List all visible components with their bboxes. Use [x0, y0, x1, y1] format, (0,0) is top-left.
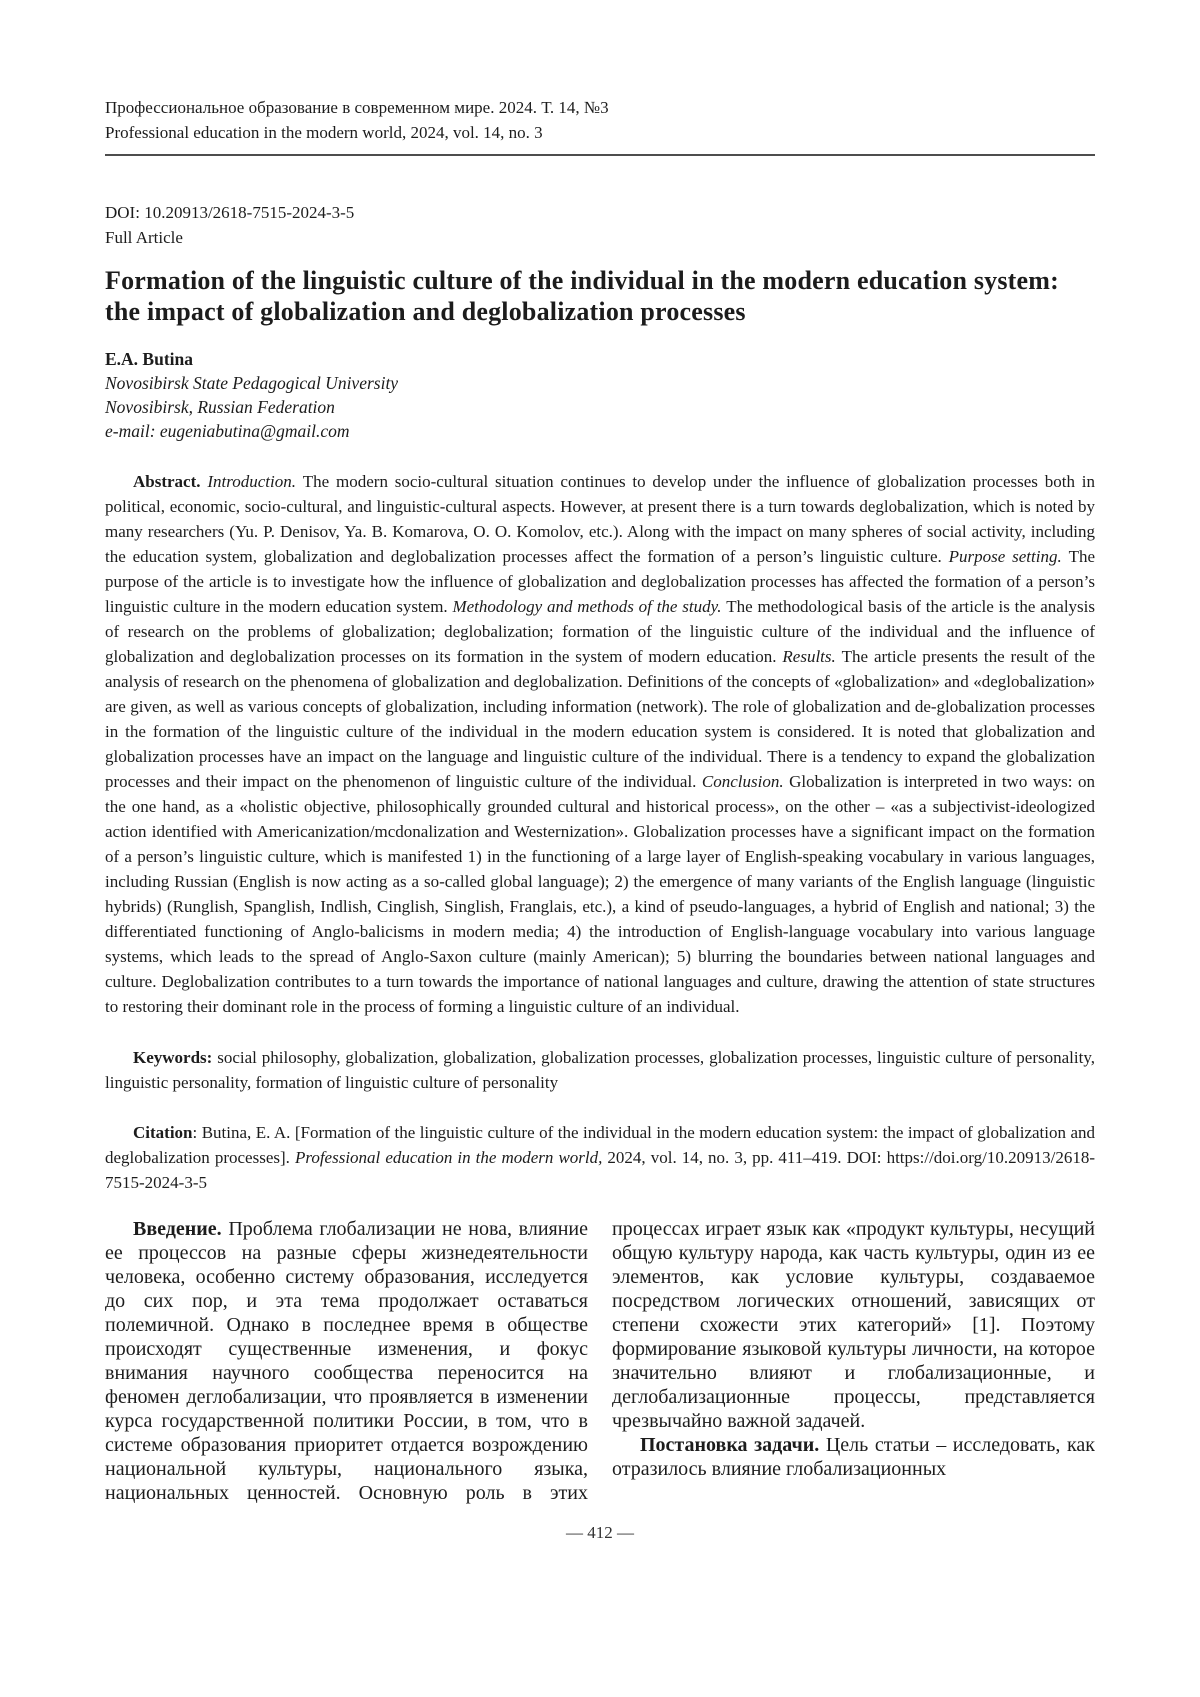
abstract-introduction-text: The modern socio-cultural situation continues to develop under the influence of globalization processes both in political, economic, socio-cultural, and linguistic-cultural aspects. However, at present there is a turn towards deglobalization, which is noted by many researchers (Yu. P. Denisov, Ya. B. Komarova, O. O. Komolov, etc.). Along with the impact on many spheres of social activity, including the education system, globalization and deglobalization processes affect the formation of a person’s linguistic culture. [105, 472, 1095, 566]
abstract-methodology-label: Methodology and methods of the study. [452, 597, 727, 616]
citation-journal-name: Professional education in the modern world, [294, 1148, 603, 1167]
citation-volume-doi-text: 2024, vol. 14, no. 3, pp. 411–419. DOI: https://doi.org/10.20913/2618-7515-2024-3-5 [105, 1148, 1095, 1192]
citation-text: : Butina, E. A. [Formation of the linguistic culture of the individual in the modern education system: the impact of globalization and deglobalization processes]. [105, 1123, 1095, 1167]
abstract-purpose-text: The purpose of the article is to investigate how the influence of globalization and deglobalization processes has affected the formation of a person’s linguistic culture in the modern education system. [105, 547, 1095, 616]
journal-header [105, 0, 1095, 145]
keywords-paragraph [105, 1045, 1095, 1095]
page-footer [105, 1520, 1095, 1545]
abstract-introduction-label: Introduction. [207, 472, 303, 491]
citation-paragraph [105, 1120, 1095, 1195]
introduction-text: Проблема глобализации не нова, влияние ее процессов на разные сферы жизнедеятельности человека, особенно систему образования, исследуется до сих пор, и эта тема продолжает оставаться полемичной. Однако в последнее время в обществе происходят существенные изменения, и фокус внимания научного сообщества переносится на феномен деглобализации, что проявляется в изменении курса государственной политики России, в том, что в системе образования приоритет отдается возрождению национальной культуры, национального языка, национальных ценностей. Основную роль в этих процессах играет язык как «продукт культуры, несущий общую культуру народа, как часть культуры, один из ее элементов, как условие культуры, создаваемое посредством логических отношений, зависящих от степени схожести этих категорий» [1]. Поэтому формирование языковой культуры личности, на которое значительно влияют и глобализационные, и деглобализационные процессы, представляется чрезвычайно важной задачей. [105, 1218, 1095, 1504]
abstract-conclusion-text: Globalization is interpreted in two ways: on the one hand, as a «holistic objective, philosophically grounded cultural and historical process», on the other – «as a subjectivist-ideologized action identified with Americanization/mcdonalization and Westernization». Globalization processes have a significant impact on the formation of a person’s linguistic culture, which is manifested 1) in the functioning of a large layer of English-speaking vocabulary in various languages, including Russian (English is now acting as a so-called global language); 2) the emergence of many variants of the English language (linguistic hybrids) (Runglish, Spanglish, Indlish, Cinglish, Singlish, Franglais, etc.), a kind of pseudo-languages, a hybrid of English and national; 3) the differentiated functioning of Anglo-balicisms in modern media; 4) the introduction of English-language vocabulary into various language systems, which leads to the spread of Anglo-Saxon culture (mainly American); 5) blurring the boundaries between national languages and culture. Deglobalization contributes to a turn towards the importance of national languages and culture, drawing the attention of state structures to restoring their dominant role in the process of forming a linguistic culture of an individual. [105, 772, 1095, 1016]
author-name: E.A. Butina [105, 349, 194, 369]
task-statement-text: Цель статьи – исследовать, как отразилось влияние глобализационных [612, 1434, 1095, 1480]
author-email: e-mail: eugeniabutina@gmail.com [105, 421, 350, 441]
abstract-results-text: The article presents the result of the analysis of research on the phenomena of globalization and deglobalization. Definitions of the concepts of «globalization» and «deglobalization» are given, as well as various concepts of globalization, including information (network). The role of globalization and de-globalization processes in the formation of the linguistic culture of the individual in the modern education system is considered. It is noted that globalization and globalization processes have an impact on the language and linguistic culture of the individual. There is a tendency to expand the globalization processes and their impact on the phenomenon of linguistic culture of the individual. [105, 647, 1095, 791]
article-meta [105, 200, 1095, 250]
abstract-conclusion-label: Conclusion. [701, 772, 790, 791]
body-two-column-text [105, 1217, 1095, 1507]
author-affiliation: Novosibirsk State Pedagogical University [105, 373, 399, 393]
task-statement-paragraph [612, 1433, 1095, 1481]
keywords-label: Keywords: [133, 1048, 218, 1067]
abstract-label: Abstract. [133, 472, 208, 491]
task-statement-heading: Постановка задачи. [640, 1434, 826, 1456]
journal-title-russian: Профессиональное образование в современном мире. 2024. Т. 14, №3 [105, 98, 609, 117]
citation-label: Citation [133, 1123, 193, 1142]
abstract-methodology-text: The methodological basis of the article is the analysis of research on the problems of globalization; deglobalization; formation of the linguistic culture of the individual and the influence of globalization and deglobalization processes on its formation in the system of modern education. [105, 597, 1095, 666]
author-location: Novosibirsk, Russian Federation [105, 397, 335, 417]
abstract-results-label: Results. [782, 647, 842, 666]
author-block [105, 347, 1095, 443]
header-divider [105, 154, 1095, 156]
introduction-heading: Введение. [133, 1218, 229, 1240]
keywords-text: social philosophy, globalization, globalization, globalization processes, globalization processes, linguistic culture of personality, linguistic personality, formation of linguistic culture of personality [105, 1048, 1095, 1092]
article-type-label: Full Article [105, 228, 183, 247]
article-title: Formation of the linguistic culture of the individual in the modern education system: the impact of globalization and deglobalization processes [105, 266, 1059, 326]
page-number: — 412 — [566, 1523, 634, 1542]
doi-line: DOI: 10.20913/2618-7515-2024-3-5 [105, 203, 355, 222]
journal-title-english: Professional education in the modern world, 2024, vol. 14, no. 3 [105, 123, 543, 142]
abstract-purpose-label: Purpose setting. [948, 547, 1069, 566]
abstract-paragraph [105, 469, 1095, 1019]
